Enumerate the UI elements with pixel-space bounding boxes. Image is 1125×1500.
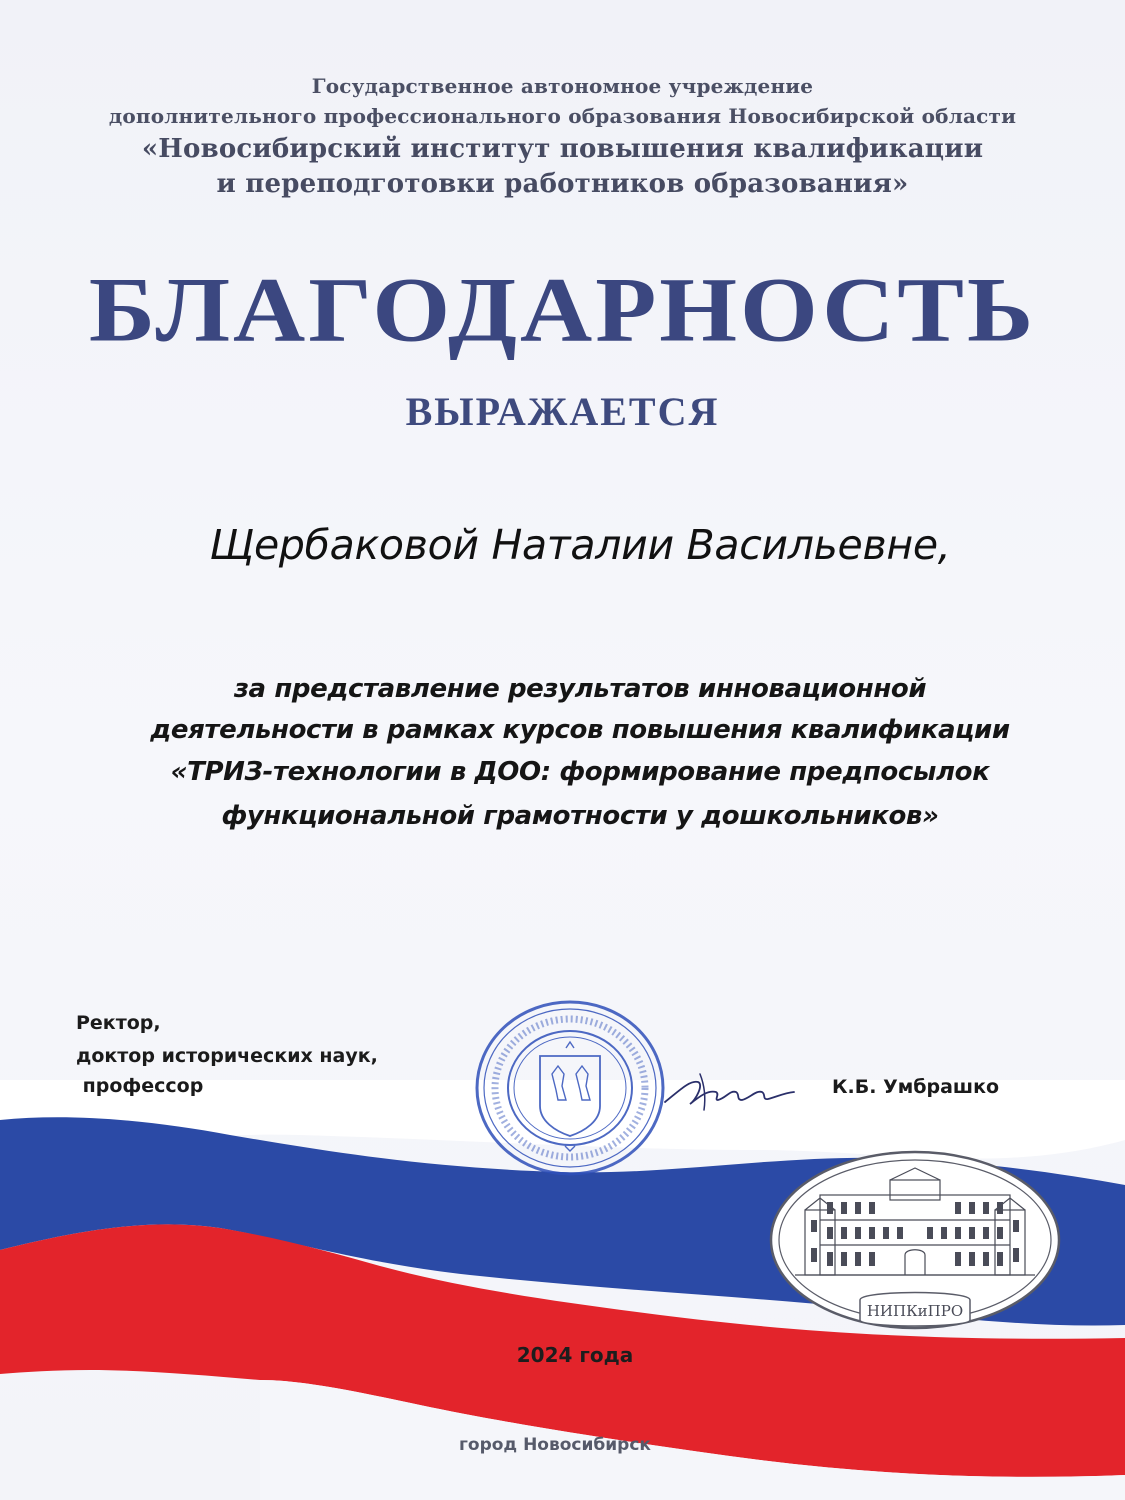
reason-line-1: за представление результатов инновационной <box>233 674 927 704</box>
handwritten-signature <box>660 1060 800 1120</box>
signatory-position-line-1: Ректор, <box>76 1012 161 1034</box>
reason-line-2: деятельности в рамках курсов повышения квалификации <box>150 715 1010 745</box>
institute-emblem <box>765 1150 1065 1350</box>
signatory-position-line-2: доктор исторических наук, <box>76 1045 378 1067</box>
signatory-name: К.Б. Умбрашко <box>832 1076 1000 1098</box>
header-line-1: Государственное автономное учреждение <box>311 74 814 98</box>
emblem-label: НИПКиПРО <box>866 1302 964 1320</box>
certificate-subtitle: ВЫРАЖАЕТСЯ <box>405 389 720 434</box>
official-stamp <box>470 996 670 1180</box>
recipient-name: Щербаковой Наталии Васильевне, <box>209 521 951 569</box>
institute-building-icon <box>765 1150 1065 1350</box>
certificate-title: БЛАГОДАРНОСТЬ <box>88 258 1037 361</box>
certificate-year: 2024 года <box>516 1343 634 1367</box>
certificate-city: город Новосибирск <box>459 1435 651 1455</box>
header-institute-name-2: и переподготовки работников образования» <box>216 169 909 199</box>
header-institute-name-1: «Новосибирский институт повышения квалификации <box>141 134 984 164</box>
header-line-2: дополнительного профессионального образования Новосибирской области <box>108 104 1017 128</box>
reason-line-4: функциональной грамотности у дошкольников» <box>221 801 939 831</box>
reason-line-3: «ТРИЗ-технологии в ДОО: формирование предпосылок <box>170 757 990 787</box>
signatory-position-line-3: профессор <box>76 1075 204 1097</box>
